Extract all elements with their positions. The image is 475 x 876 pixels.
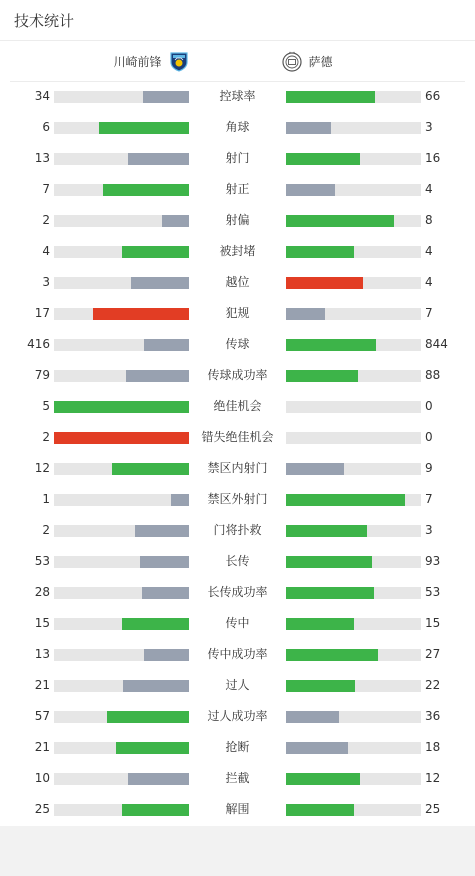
away-stat-bar-fill <box>286 91 375 103</box>
away-stat-value: 8 <box>425 213 433 227</box>
home-stat-bar <box>54 308 189 320</box>
away-stat-bar-fill <box>286 122 331 134</box>
stat-label: 拦截 <box>225 771 250 785</box>
away-stat-bar-fill <box>286 556 372 568</box>
home-stat-value: 13 <box>34 151 50 165</box>
stat-label: 射门 <box>225 151 250 165</box>
home-stat-bar <box>54 587 189 599</box>
stat-row <box>0 81 475 112</box>
away-stat-value: 93 <box>425 554 441 568</box>
away-stat-bar <box>286 525 421 537</box>
away-stat-bar <box>286 277 421 289</box>
home-stat-bar-fill <box>122 618 190 630</box>
away-stat-value: 15 <box>425 616 441 630</box>
home-stat-bar-fill <box>123 680 189 692</box>
away-team-name: 萨德 <box>308 54 333 69</box>
stat-label: 传中 <box>225 616 250 630</box>
home-stat-bar <box>54 494 189 506</box>
home-stat-bar-fill <box>171 494 189 506</box>
stat-label: 门将扑救 <box>213 523 262 537</box>
home-stat-bar-fill <box>54 401 189 413</box>
home-stat-bar <box>54 401 189 413</box>
home-stat-value: 17 <box>34 306 50 320</box>
away-stat-bar <box>286 184 421 196</box>
home-stat-value: 21 <box>34 740 50 754</box>
stat-label: 传球 <box>225 337 250 351</box>
home-stat-value: 3 <box>42 275 50 289</box>
home-stat-bar-fill <box>107 711 189 723</box>
home-stat-bar-fill <box>103 184 189 196</box>
home-stat-bar-fill <box>131 277 189 289</box>
stats-list <box>0 81 475 825</box>
home-stat-bar-fill <box>128 773 189 785</box>
away-stat-bar-fill <box>286 618 354 630</box>
teams-row <box>10 41 465 82</box>
home-stat-bar <box>54 680 189 692</box>
away-stat-value: 844 <box>425 337 448 351</box>
stat-label: 被封堵 <box>219 244 256 258</box>
stat-label: 控球率 <box>219 89 256 103</box>
home-stat-bar <box>54 246 189 258</box>
away-stat-bar-fill <box>286 494 405 506</box>
stat-row <box>0 763 475 794</box>
away-team[interactable] <box>281 41 339 81</box>
stat-row <box>0 453 475 484</box>
stat-row <box>0 174 475 205</box>
away-stat-bar <box>286 556 421 568</box>
home-stat-bar-fill <box>143 91 189 103</box>
away-stat-bar-fill <box>286 184 335 196</box>
home-stat-bar <box>54 432 189 444</box>
away-stat-value: 7 <box>425 492 433 506</box>
away-stat-bar <box>286 587 421 599</box>
stat-label: 射偏 <box>225 213 250 227</box>
home-stat-value: 5 <box>42 399 50 413</box>
stat-row <box>0 360 475 391</box>
away-stat-bar-fill <box>286 711 339 723</box>
stat-row <box>0 236 475 267</box>
away-stat-bar-fill <box>286 587 374 599</box>
away-stat-bar <box>286 432 421 444</box>
home-stat-bar <box>54 339 189 351</box>
away-stat-value: 0 <box>425 399 433 413</box>
section-header <box>0 0 475 41</box>
home-stat-bar <box>54 649 189 661</box>
away-stat-bar-fill <box>286 370 358 382</box>
home-stat-bar-fill <box>142 587 189 599</box>
away-stat-bar <box>286 401 421 413</box>
stat-label: 越位 <box>225 275 250 289</box>
home-stat-bar <box>54 773 189 785</box>
away-stat-value: 0 <box>425 430 433 444</box>
home-stat-bar <box>54 525 189 537</box>
away-stat-value: 53 <box>425 585 441 599</box>
stat-row <box>0 112 475 143</box>
away-stat-bar-fill <box>286 277 363 289</box>
stat-row <box>0 546 475 577</box>
stat-row <box>0 794 475 825</box>
home-stat-bar-fill <box>144 649 189 661</box>
home-stat-bar <box>54 122 189 134</box>
stat-row <box>0 639 475 670</box>
stat-label: 传中成功率 <box>207 647 268 661</box>
away-stat-value: 88 <box>425 368 441 382</box>
stat-row <box>0 143 475 174</box>
away-stat-value: 4 <box>425 275 433 289</box>
away-stat-bar <box>286 773 421 785</box>
stat-row <box>0 484 475 515</box>
home-stat-bar-fill <box>93 308 189 320</box>
home-stat-bar-fill <box>128 153 189 165</box>
away-stat-value: 25 <box>425 802 441 816</box>
home-stat-bar <box>54 804 189 816</box>
stat-row <box>0 608 475 639</box>
away-stat-value: 3 <box>425 523 433 537</box>
away-stat-bar-fill <box>286 773 360 785</box>
home-stat-bar <box>54 370 189 382</box>
stat-label: 长传成功率 <box>207 585 268 599</box>
home-team[interactable] <box>107 41 189 81</box>
away-stat-bar <box>286 680 421 692</box>
home-stat-value: 4 <box>42 244 50 258</box>
home-stat-value: 53 <box>34 554 50 568</box>
home-stat-value: 2 <box>42 430 50 444</box>
home-stat-bar <box>54 153 189 165</box>
stat-label: 角球 <box>225 120 250 134</box>
away-stat-bar <box>286 711 421 723</box>
away-stat-value: 27 <box>425 647 441 661</box>
home-stat-bar <box>54 215 189 227</box>
home-stat-value: 79 <box>34 368 50 382</box>
home-team-name: 川崎前锋 <box>113 54 162 69</box>
home-stat-value: 12 <box>34 461 50 475</box>
stat-row <box>0 422 475 453</box>
home-stat-bar-fill <box>126 370 189 382</box>
away-stat-bar-fill <box>286 463 344 475</box>
home-stat-bar-fill <box>54 432 189 444</box>
stat-row <box>0 298 475 329</box>
away-stat-bar <box>286 246 421 258</box>
away-stat-bar <box>286 804 421 816</box>
home-stat-bar <box>54 91 189 103</box>
stat-label: 犯规 <box>225 306 250 320</box>
stat-label: 过人成功率 <box>207 709 268 723</box>
stat-label: 抢断 <box>225 740 250 754</box>
home-stat-bar-fill <box>135 525 189 537</box>
home-stat-value: 2 <box>42 213 50 227</box>
stat-row <box>0 515 475 546</box>
away-stat-bar-fill <box>286 525 367 537</box>
away-stat-bar <box>286 215 421 227</box>
home-stat-value: 13 <box>34 647 50 661</box>
away-stat-bar <box>286 122 421 134</box>
home-stat-value: 57 <box>34 709 50 723</box>
away-stat-value: 9 <box>425 461 433 475</box>
home-stat-bar <box>54 463 189 475</box>
away-stat-bar-fill <box>286 246 354 258</box>
away-stat-value: 12 <box>425 771 441 785</box>
away-stat-bar-fill <box>286 804 354 816</box>
stat-label: 传球成功率 <box>207 368 268 382</box>
kawasaki-frontale-crest-icon <box>168 50 190 72</box>
stat-label: 长传 <box>225 554 250 568</box>
home-stat-bar <box>54 711 189 723</box>
stat-label: 解围 <box>225 802 250 816</box>
away-stat-bar <box>286 339 421 351</box>
home-stat-bar <box>54 742 189 754</box>
stat-row <box>0 329 475 360</box>
away-stat-bar-fill <box>286 153 360 165</box>
section-title: 技术统计 <box>14 11 75 30</box>
home-stat-value: 6 <box>42 120 50 134</box>
home-stat-bar <box>54 556 189 568</box>
home-stat-bar <box>54 277 189 289</box>
away-stat-value: 66 <box>425 89 441 103</box>
away-stat-value: 36 <box>425 709 441 723</box>
home-stat-value: 15 <box>34 616 50 630</box>
home-stat-value: 2 <box>42 523 50 537</box>
away-stat-bar-fill <box>286 339 376 351</box>
stat-label: 绝佳机会 <box>213 399 262 413</box>
stat-label: 过人 <box>225 678 250 692</box>
stat-row <box>0 267 475 298</box>
home-stat-value: 21 <box>34 678 50 692</box>
away-stat-value: 3 <box>425 120 433 134</box>
home-stat-bar-fill <box>122 246 190 258</box>
home-stat-bar-fill <box>144 339 189 351</box>
away-stat-bar <box>286 742 421 754</box>
away-stat-bar <box>286 153 421 165</box>
away-stat-bar-fill <box>286 649 378 661</box>
away-stat-bar <box>286 91 421 103</box>
away-stat-value: 16 <box>425 151 441 165</box>
stat-row <box>0 670 475 701</box>
away-stat-bar <box>286 649 421 661</box>
stat-label: 射正 <box>225 182 250 196</box>
stat-label: 错失绝佳机会 <box>201 430 274 444</box>
home-stat-bar-fill <box>122 804 190 816</box>
away-stat-bar <box>286 463 421 475</box>
away-stat-bar-fill <box>286 742 348 754</box>
home-stat-bar-fill <box>162 215 189 227</box>
away-stat-bar-fill <box>286 680 355 692</box>
home-stat-bar-fill <box>140 556 189 568</box>
away-stat-bar <box>286 308 421 320</box>
home-stat-value: 28 <box>34 585 50 599</box>
stat-row <box>0 577 475 608</box>
stat-row <box>0 391 475 422</box>
away-stat-value: 4 <box>425 182 433 196</box>
stat-label: 禁区外射门 <box>207 492 268 506</box>
home-stat-value: 10 <box>34 771 50 785</box>
away-stat-bar-fill <box>286 215 394 227</box>
away-stat-value: 7 <box>425 306 433 320</box>
away-stat-bar <box>286 370 421 382</box>
away-stat-bar <box>286 494 421 506</box>
away-stat-bar <box>286 618 421 630</box>
home-stat-value: 25 <box>34 802 50 816</box>
away-stat-bar-fill <box>286 308 325 320</box>
away-stat-value: 18 <box>425 740 441 754</box>
home-stat-bar <box>54 618 189 630</box>
stat-row <box>0 205 475 236</box>
home-stat-value: 7 <box>42 182 50 196</box>
away-stat-value: 4 <box>425 244 433 258</box>
stat-label: 禁区内射门 <box>207 461 268 475</box>
home-stat-bar <box>54 184 189 196</box>
al-sadd-crest-icon <box>281 50 303 72</box>
home-stat-value: 1 <box>42 492 50 506</box>
home-stat-bar-fill <box>112 463 189 475</box>
home-stat-value: 416 <box>27 337 50 351</box>
home-stat-bar-fill <box>116 742 189 754</box>
away-stat-value: 22 <box>425 678 441 692</box>
home-stat-value: 34 <box>34 89 50 103</box>
stat-row <box>0 701 475 732</box>
stat-row <box>0 732 475 763</box>
home-stat-bar-fill <box>99 122 189 134</box>
